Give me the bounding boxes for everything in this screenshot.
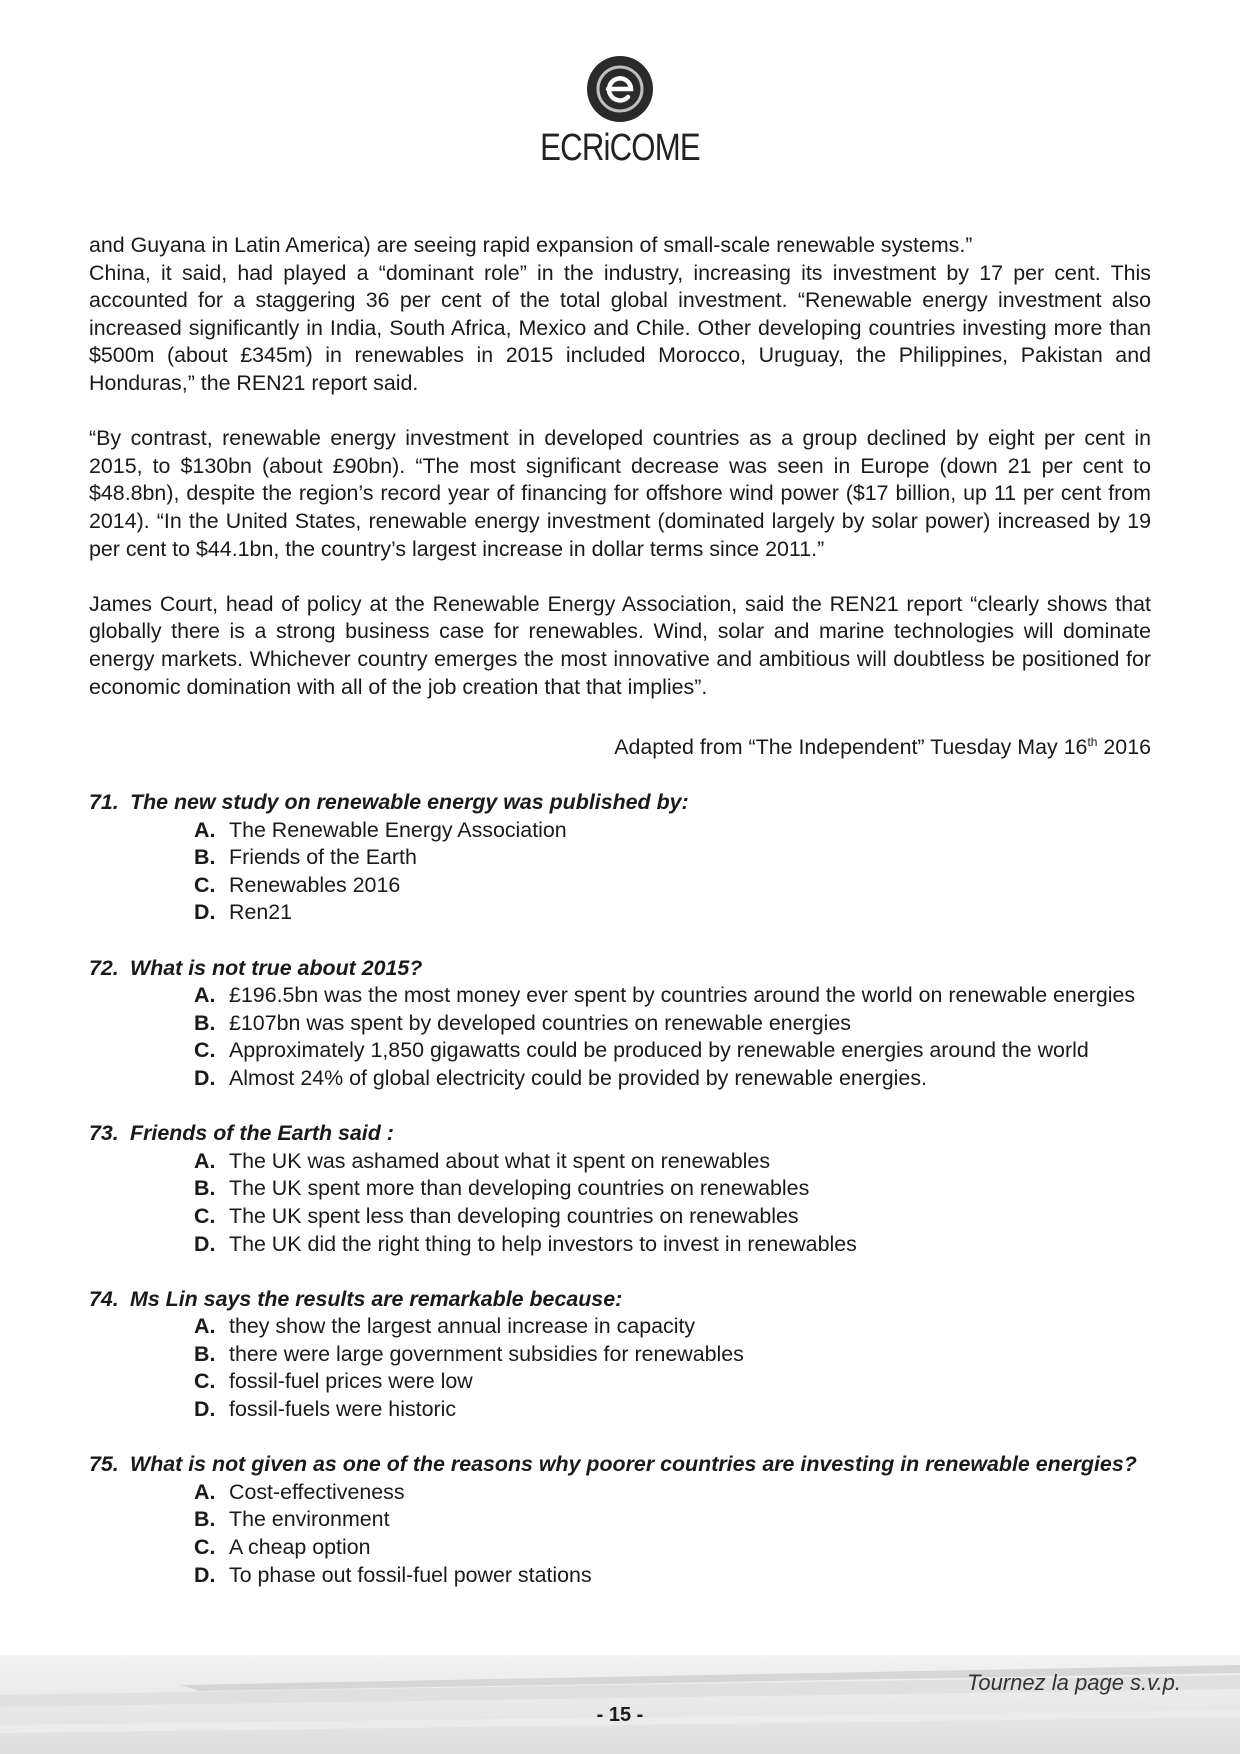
answer-option[interactable]: B. £107bn was spent by developed countries on renewable energies	[194, 1010, 851, 1035]
answer-option[interactable]: C. A cheap option	[194, 1535, 371, 1560]
paragraph: and Guyana in Latin America) are seeing rapid expansion of small-scale renewable systems.”	[89, 233, 973, 257]
answer-options	[89, 1313, 1151, 1423]
answer-option[interactable]: C. Renewables 2016	[194, 872, 401, 897]
question-72	[89, 955, 1151, 1093]
page-footer	[0, 1655, 1240, 1754]
turn-page-note: Tournez la page s.v.p.	[966, 1670, 1181, 1695]
answer-options	[89, 817, 1151, 927]
answer-option[interactable]: B. Friends of the Earth	[194, 845, 417, 870]
page-header	[0, 56, 1240, 168]
answer-option[interactable]: D. fossil-fuels were historic	[194, 1397, 457, 1422]
answer-option[interactable]: C. fossil-fuel prices were low	[194, 1369, 473, 1394]
answer-option[interactable]: B. there were large government subsidies for renewables	[194, 1341, 744, 1366]
ecricome-logo-icon	[587, 56, 653, 122]
answer-option[interactable]: A. they show the largest annual increase in capacity	[194, 1314, 696, 1339]
answer-options	[89, 1148, 1151, 1258]
question-73	[89, 1120, 1151, 1258]
document-body	[89, 232, 1151, 1589]
question-title: 75. What is not given as one of the reasons why poorer countries are investing in renewable energies?	[89, 1452, 1137, 1477]
page-number: - 15 -	[596, 1704, 644, 1726]
source-citation: Adapted from “The Independent” Tuesday May 16th 2016	[614, 734, 1151, 759]
answer-option[interactable]: D. Ren21	[194, 900, 293, 925]
answer-option[interactable]: C. The UK spent less than developing countries on renewables	[194, 1203, 799, 1228]
answer-option[interactable]: D. The UK did the right thing to help investors to invest in renewables	[194, 1231, 857, 1256]
logo-wordmark: ECRiCOME	[540, 127, 700, 169]
answer-options	[89, 1479, 1151, 1589]
paragraph: “By contrast, renewable energy investment in developed countries as a group declined by eight per cent in 2015, to $130bn (about £90bn). “The most significant decrease was seen in Europe (down 21 per cent to $48.8bn), despite the region’s record year of financing for offshore wind power ($17 billion, up 11 per cent from 2014). “In the United States, renewable energy investment (dominated largely by solar power) increased by 19 per cent to $44.1bn, the country’s largest increase in dollar terms since 2011.”	[89, 426, 1151, 561]
answer-option[interactable]: A. £196.5bn was the most money ever spent by countries around the world on renewable energies	[194, 983, 1136, 1008]
answer-option[interactable]: A. Cost-effectiveness	[194, 1479, 405, 1504]
question-74	[89, 1286, 1151, 1424]
answer-option[interactable]: B. The environment	[194, 1507, 390, 1532]
question-title: 71. The new study on renewable energy was published by:	[89, 790, 689, 814]
question-75	[89, 1451, 1151, 1589]
question-title: 74. Ms Lin says the results are remarkable because:	[89, 1286, 623, 1311]
answer-options	[89, 982, 1151, 1092]
paragraph: James Court, head of policy at the Renewable Energy Association, said the REN21 report “clearly shows that globally there is a strong business case for renewables. Wind, solar and marine technologies will dominate energy markets. Whichever country emerges the most innovative and ambitious will doubtless be positioned for economic domination with all of the job creation that that implies”.	[89, 591, 1151, 699]
answer-option[interactable]: B. The UK spent more than developing countries on renewables	[194, 1176, 810, 1201]
answer-option[interactable]: D. To phase out fossil-fuel power stations	[194, 1562, 592, 1587]
answer-option[interactable]: A. The Renewable Energy Association	[194, 817, 567, 842]
answer-option[interactable]: D. Almost 24% of global electricity could be provided by renewable energies.	[194, 1065, 927, 1090]
question-title: 72. What is not true about 2015?	[89, 955, 423, 980]
question-title: 73. Friends of the Earth said :	[89, 1121, 394, 1146]
paragraph: China, it said, had played a “dominant role” in the industry, increasing its investment by 17 per cent. This accounted for a staggering 36 per cent of the total global investment. “Renewable energy investment also increased significantly in India, South Africa, Mexico and Chile. Other developing countries investing more than $500m (about £345m) in renewables in 2015 included Morocco, Uruguay, the Philippines, Pakistan and Honduras,” the REN21 report said.	[89, 260, 1151, 395]
answer-option[interactable]: C. Approximately 1,850 gigawatts could be produced by renewable energies around the world	[194, 1038, 1089, 1063]
question-71	[89, 789, 1151, 927]
answer-option[interactable]: A. The UK was ashamed about what it spent on renewables	[194, 1148, 771, 1173]
